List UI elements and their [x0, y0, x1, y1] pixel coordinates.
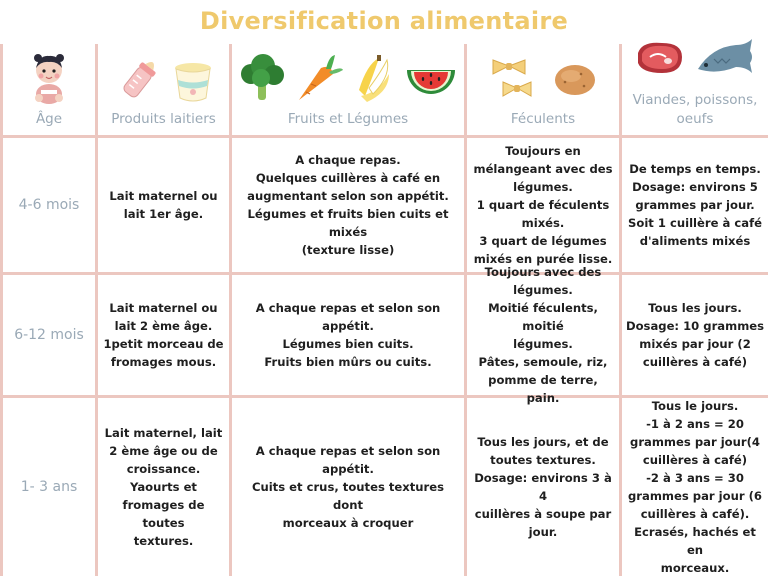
row-starch — [467, 138, 622, 275]
food-table — [0, 44, 768, 576]
header-starch — [467, 44, 622, 138]
row-starch — [467, 265, 622, 405]
age-label: 4-6 mois — [18, 197, 80, 213]
header-starch-label: Féculents — [510, 111, 576, 127]
dairy-text: Lait maternel, lait 2 ème âge ou de croissance. Yaourts et fromages de toutes textures. — [104, 426, 223, 548]
baby-icon — [27, 52, 71, 106]
pasta-icon — [487, 52, 547, 106]
fruits-veg-text: A chaque repas. Quelques cuillères à café en augmentant selon son appétit. Légumes et fruits bien cuits et mixés (texture lisse) — [247, 153, 449, 257]
header-age — [0, 44, 98, 138]
protein-text: Tous les jours. Dosage: 10 grammes mixés par jour (2 cuillères à café) — [625, 301, 765, 369]
steak-icon — [632, 33, 688, 87]
row-age — [0, 398, 98, 576]
header-dairy-label: Produits laitiers — [111, 111, 216, 127]
starch-text: Toujours en mélangeant avec des légumes. 1 quart de féculents mixés. 3 quart de légumes mixés en purée lisse. — [473, 144, 613, 266]
row-age — [0, 275, 98, 398]
protein-text: De temps en temps. Dosage: environs 5 grammes par jour. Soit 1 cuillère à café d'aliments mixés — [628, 162, 762, 248]
header-fruits-veg — [232, 44, 467, 138]
dairy-text: Lait maternel ou lait 1er âge. — [109, 189, 218, 221]
protein-text: Tous le jours. -1 à 2 ans = 20 grammes par jour(4 cuillères à café) -2 à 3 ans = 30 grammes par jour (6 cuillères à café). Ecrasés, hachés et en morceaux. — [628, 399, 762, 575]
row-protein — [622, 398, 768, 576]
age-label: 6-12 mois — [14, 327, 84, 343]
row-dairy — [98, 398, 232, 576]
fish-icon — [692, 33, 758, 87]
baby-bottle-icon — [113, 52, 167, 106]
header-protein-label: Viandes, poissons, oeufs — [632, 92, 758, 127]
fruits-veg-text: A chaque repas et selon son appétit. Cuits et crus, toutes textures dont morceaux à croquer — [251, 444, 445, 530]
yogurt-icon — [171, 52, 215, 106]
potato-icon — [551, 52, 599, 106]
row-starch — [467, 398, 622, 576]
row-fruits-veg — [232, 138, 467, 275]
header-fruits-veg-label: Fruits et Légumes — [287, 111, 409, 127]
header-dairy — [98, 44, 232, 138]
banana-icon — [349, 52, 399, 106]
starch-text: Tous les jours, et de toutes textures. Dosage: environs 3 à 4 cuillères à soupe par jour. — [474, 435, 612, 539]
row-fruits-veg — [232, 398, 467, 576]
carrot-icon — [291, 52, 345, 106]
header-protein — [622, 44, 768, 138]
row-protein — [622, 275, 768, 398]
dairy-text: Lait maternel ou lait 2 ème âge. 1petit morceau de fromages mous. — [103, 301, 224, 369]
row-dairy — [98, 275, 232, 398]
broccoli-icon — [237, 52, 287, 106]
header-age-label: Âge — [35, 111, 63, 127]
row-age — [0, 138, 98, 275]
row-dairy — [98, 138, 232, 275]
page-title: Diversification alimentaire — [199, 7, 569, 35]
watermelon-icon — [403, 52, 459, 106]
age-label: 1- 3 ans — [20, 479, 78, 495]
row-protein — [622, 138, 768, 275]
starch-text: Toujours avec des légumes. Moitié féculents, moitié légumes. Pâtes, semoule, riz, pomme de terre, pain. — [478, 265, 608, 405]
fruits-veg-text: A chaque repas et selon son appétit. Légumes bien cuits. Fruits bien mûrs ou cuits. — [255, 301, 441, 369]
row-fruits-veg — [232, 275, 467, 398]
